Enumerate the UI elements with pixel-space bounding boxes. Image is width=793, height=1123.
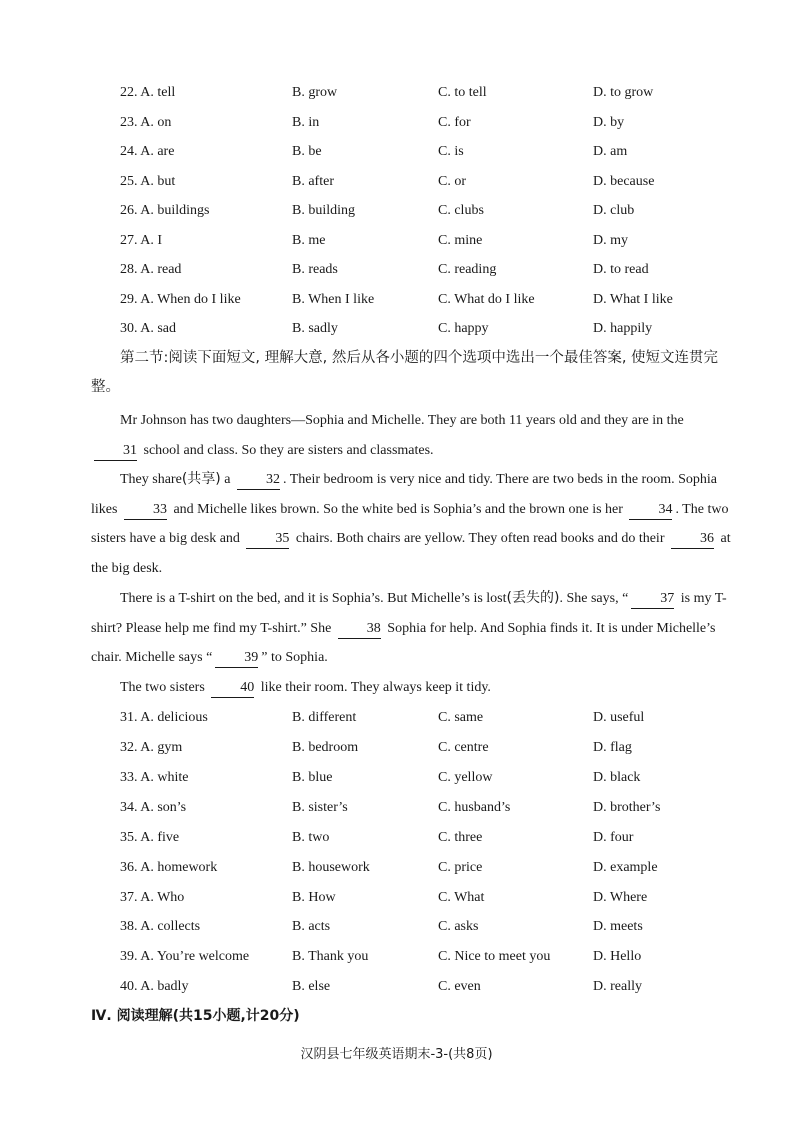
option-row (0, 737, 793, 759)
option-a: 34. A. son’s (120, 800, 187, 815)
option-a: 25. A. but (120, 174, 176, 189)
passage-text: at the big desk. (91, 531, 731, 576)
option-row (0, 230, 793, 252)
chinese-gloss: (共享) (181, 471, 221, 487)
option-b: B. grow (292, 85, 338, 100)
option-a: 39. A. You’re welcome (120, 949, 250, 964)
option-a: 26. A. buildings (120, 203, 210, 218)
option-c: C. same (438, 710, 484, 725)
blank-31: 31 (94, 442, 137, 461)
option-row (0, 171, 793, 193)
option-a: 37. A. Who (120, 890, 185, 905)
option-row (0, 797, 793, 819)
option-a: 23. A. on (120, 115, 172, 130)
option-d: D. Where (593, 890, 648, 905)
option-row (0, 916, 793, 938)
option-b: B. reads (292, 262, 338, 277)
blank-37: 37 (631, 590, 674, 609)
option-c: C. or (438, 174, 466, 189)
option-c: C. reading (438, 262, 497, 277)
passage-text: They share (120, 472, 182, 487)
option-a: 36. A. homework (120, 860, 218, 875)
option-row (0, 707, 793, 729)
blank-38: 38 (338, 620, 381, 639)
option-d: D. Hello (593, 949, 642, 964)
option-c: C. is (438, 144, 464, 159)
option-c: C. three (438, 830, 483, 845)
option-b: B. blue (292, 770, 333, 785)
option-row (0, 82, 793, 104)
passage-text: . The two sisters have a big desk and (91, 501, 729, 546)
option-d: D. meets (593, 919, 643, 934)
option-c: C. clubs (438, 203, 484, 218)
page-footer: 汉阴县七年级英语期末-3-(共8页) (300, 1047, 493, 1062)
option-row (0, 141, 793, 163)
option-a: 29. A. When do I like (120, 292, 241, 307)
passage-paragraph-1 (91, 406, 731, 465)
option-d: D. useful (593, 710, 645, 725)
blank-32: 32 (237, 471, 280, 490)
option-row (0, 976, 793, 998)
option-d: D. happily (593, 321, 653, 336)
blank-35: 35 (246, 530, 289, 549)
part-4-title: Ⅳ. 阅读理解(共15小题,计20分) (91, 1008, 300, 1024)
option-b: B. be (292, 144, 322, 159)
option-a: 28. A. read (120, 262, 182, 277)
option-c: C. centre (438, 740, 489, 755)
option-c: C. husband’s (438, 800, 511, 815)
passage-text: ” to Sophia. (261, 650, 328, 665)
option-d: D. to read (593, 262, 649, 277)
passage-text: Mr Johnson has two daughters—Sophia and Michelle. They are both 11 years old and they are in the (120, 413, 684, 428)
option-c: C. What (438, 890, 485, 905)
option-b: B. bedroom (292, 740, 359, 755)
option-d: D. flag (593, 740, 632, 755)
blank-39: 39 (215, 649, 258, 668)
option-b: B. How (292, 890, 336, 905)
option-c: C. even (438, 979, 481, 994)
passage-text: There is a T-shirt on the bed, and it is Sophia’s. But Michelle’s is lost (120, 591, 507, 606)
option-row (0, 318, 793, 340)
passage-text: The two sisters (120, 680, 205, 695)
option-b: B. else (292, 979, 331, 994)
passage-text: Sophia for help. And Sophia finds it. It is under Michelle’s chair. Michelle says “ (91, 620, 716, 665)
option-row (0, 827, 793, 849)
option-row (0, 887, 793, 909)
option-b: B. When I like (292, 292, 375, 307)
option-d: D. really (593, 979, 642, 994)
passage-paragraph-2 (91, 465, 731, 583)
passage-paragraph-4 (91, 673, 731, 703)
option-d: D. by (593, 115, 625, 130)
option-c: C. for (438, 115, 471, 130)
option-d: D. example (593, 860, 658, 875)
option-c: C. price (438, 860, 483, 875)
option-b: B. sister’s (292, 800, 348, 815)
option-b: B. after (292, 174, 334, 189)
blank-33: 33 (124, 501, 167, 520)
option-row (0, 767, 793, 789)
option-c: C. Nice to meet you (438, 949, 551, 964)
option-a: 33. A. white (120, 770, 189, 785)
option-d: D. four (593, 830, 634, 845)
option-row (0, 289, 793, 311)
option-b: B. acts (292, 919, 331, 934)
option-a: 24. A. are (120, 144, 175, 159)
passage-text: like their room. They always keep it tidy. (260, 680, 491, 695)
option-d: D. black (593, 770, 641, 785)
option-d: D. brother’s (593, 800, 661, 815)
passage-text: and Michelle likes brown. So the white bed is Sophia’s and the brown one is her (173, 501, 623, 517)
blank-34: 34 (629, 501, 672, 520)
option-a: 35. A. five (120, 830, 180, 845)
option-d: D. to grow (593, 85, 654, 100)
option-a: 31. A. delicious (120, 710, 208, 725)
option-row (0, 112, 793, 134)
option-row (0, 259, 793, 281)
option-d: D. club (593, 203, 635, 218)
option-b: B. me (292, 233, 326, 248)
option-b: B. building (292, 203, 356, 218)
passage-text: chairs. Both chairs are yellow. They often read books and do their (295, 531, 665, 546)
option-c: C. mine (438, 233, 483, 248)
option-b: B. in (292, 115, 320, 130)
chinese-gloss: (丢失的) (506, 590, 560, 606)
option-row (0, 857, 793, 879)
passage-text: school and class. So they are sisters and classmates. (143, 442, 434, 458)
option-c: C. What do I like (438, 292, 535, 307)
option-row (0, 946, 793, 968)
passage-text: is my T-shirt? Please help me find my T-shirt.” She (91, 591, 727, 636)
option-a: 38. A. collects (120, 919, 201, 934)
section-instruction: 第二节:阅读下面短文, 理解大意, 然后从各小题的四个选项中选出一个最佳答案, 使短文连贯完整。 (91, 350, 719, 395)
option-c: C. to tell (438, 85, 487, 100)
option-b: B. different (292, 710, 357, 725)
passage-text: . Their bedroom is very nice and tidy. There are two beds in the room. Sophia likes (91, 472, 717, 517)
option-a: 30. A. sad (120, 321, 176, 336)
option-c: C. happy (438, 321, 489, 336)
option-a: 22. A. tell (120, 85, 176, 100)
option-d: D. What I like (593, 292, 673, 307)
option-row (0, 200, 793, 222)
option-d: D. my (593, 233, 628, 248)
option-b: B. housework (292, 860, 370, 875)
option-c: C. yellow (438, 770, 493, 785)
option-c: C. asks (438, 919, 479, 934)
blank-40: 40 (211, 679, 254, 698)
passage-text: a (224, 472, 231, 487)
option-b: B. sadly (292, 321, 338, 336)
option-a: 40. A. badly (120, 979, 189, 994)
option-b: B. two (292, 830, 330, 845)
blank-36: 36 (671, 530, 714, 549)
option-d: D. because (593, 174, 655, 189)
passage-paragraph-3 (91, 584, 731, 673)
option-b: B. Thank you (292, 949, 369, 964)
option-d: D. am (593, 144, 628, 159)
option-a: 27. A. I (120, 233, 162, 248)
passage-text: . She says, “ (559, 591, 629, 606)
option-a: 32. A. gym (120, 740, 183, 755)
